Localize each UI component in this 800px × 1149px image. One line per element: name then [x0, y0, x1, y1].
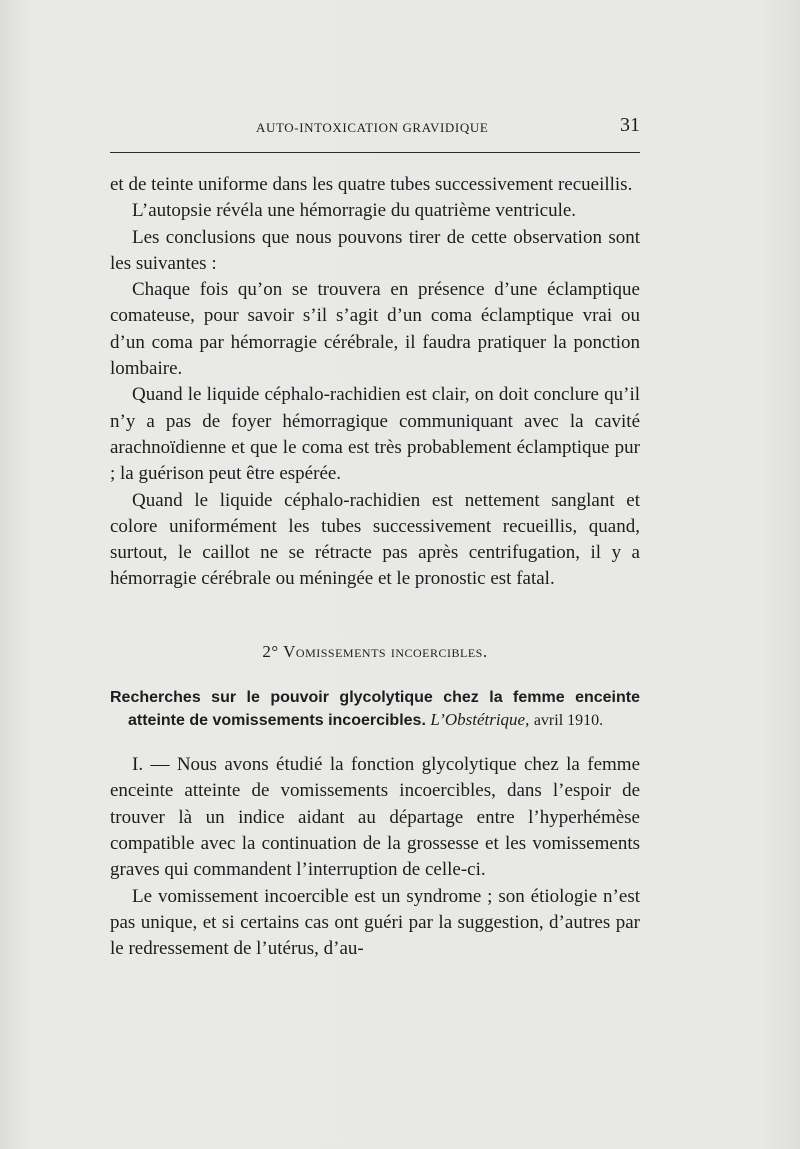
paragraph-study: I. — Nous avons étudié la fonction glycolytique chez la femme enceinte atteinte de vomissements incoercibles, dans l’espoir de trouver là un indice aidant au départage entre l’hyperhémèse compatible avec la continuation de la grossesse et les vomissements graves qui commandent l’interruption de celle-ci. [110, 754, 640, 881]
paragraph-clear-liquid: Quand le liquide céphalo-rachidien est clair, on doit conclure qu’il n’y a pas de foyer hémorragique communiquant avec la cavité arachnoïdienne et que le coma est très probablement éclamptique pur ; la guérison peut être espérée. [110, 384, 640, 485]
running-title: AUTO-INTOXICATION GRAVIDIQUE [256, 120, 489, 135]
paragraph-bloody-liquid: Quand le liquide céphalo-rachidien est nettement sanglant et colore uniformément les tubes successivement recueillis, quand, surtout, le caillot ne se rétracte pas après centrifugation, il y a hémorragie cérébrale ou méningée et le pronostic est fatal. [110, 489, 640, 590]
paragraph-eclampsia: Chaque fois qu’on se trouvera en présence d’une éclamptique comateuse, pour savoir s’il s’agit d’un coma éclamptique vrai ou d’un coma par hémorragie cérébrale, il faudra pratiquer la ponction lombaire. [110, 279, 640, 380]
page-body [110, 172, 640, 962]
reference-title: Recherches sur le pouvoir glycolytique chez la femme enceinte atteinte de vomissements incoercibles. [110, 689, 640, 730]
paragraph-continuation: et de teinte uniforme dans les quatre tubes successivement recueillis. [110, 174, 633, 195]
reference-date: avril 1910. [533, 712, 604, 730]
paragraph-conclusions: Les conclusions que nous pouvons tirer de cette observation sont les suivantes : [110, 226, 640, 274]
reference-entry [110, 687, 640, 732]
section-title: 2° Vomissements incoercibles. [262, 641, 488, 661]
page-header [110, 116, 640, 153]
paragraph-syndrome: Le vomissement incoercible est un syndrome ; son étiologie n’est pas unique, et si certains cas ont guéri par la suggestion, d’autres par le redressement de l’utérus, d’au- [110, 885, 640, 960]
reference-journal: L’Obstétrique, [430, 710, 530, 730]
page-number: 31 [620, 114, 640, 136]
paragraph-autopsy: L’autopsie révéla une hémorragie du quatrième ventricule. [132, 200, 577, 222]
